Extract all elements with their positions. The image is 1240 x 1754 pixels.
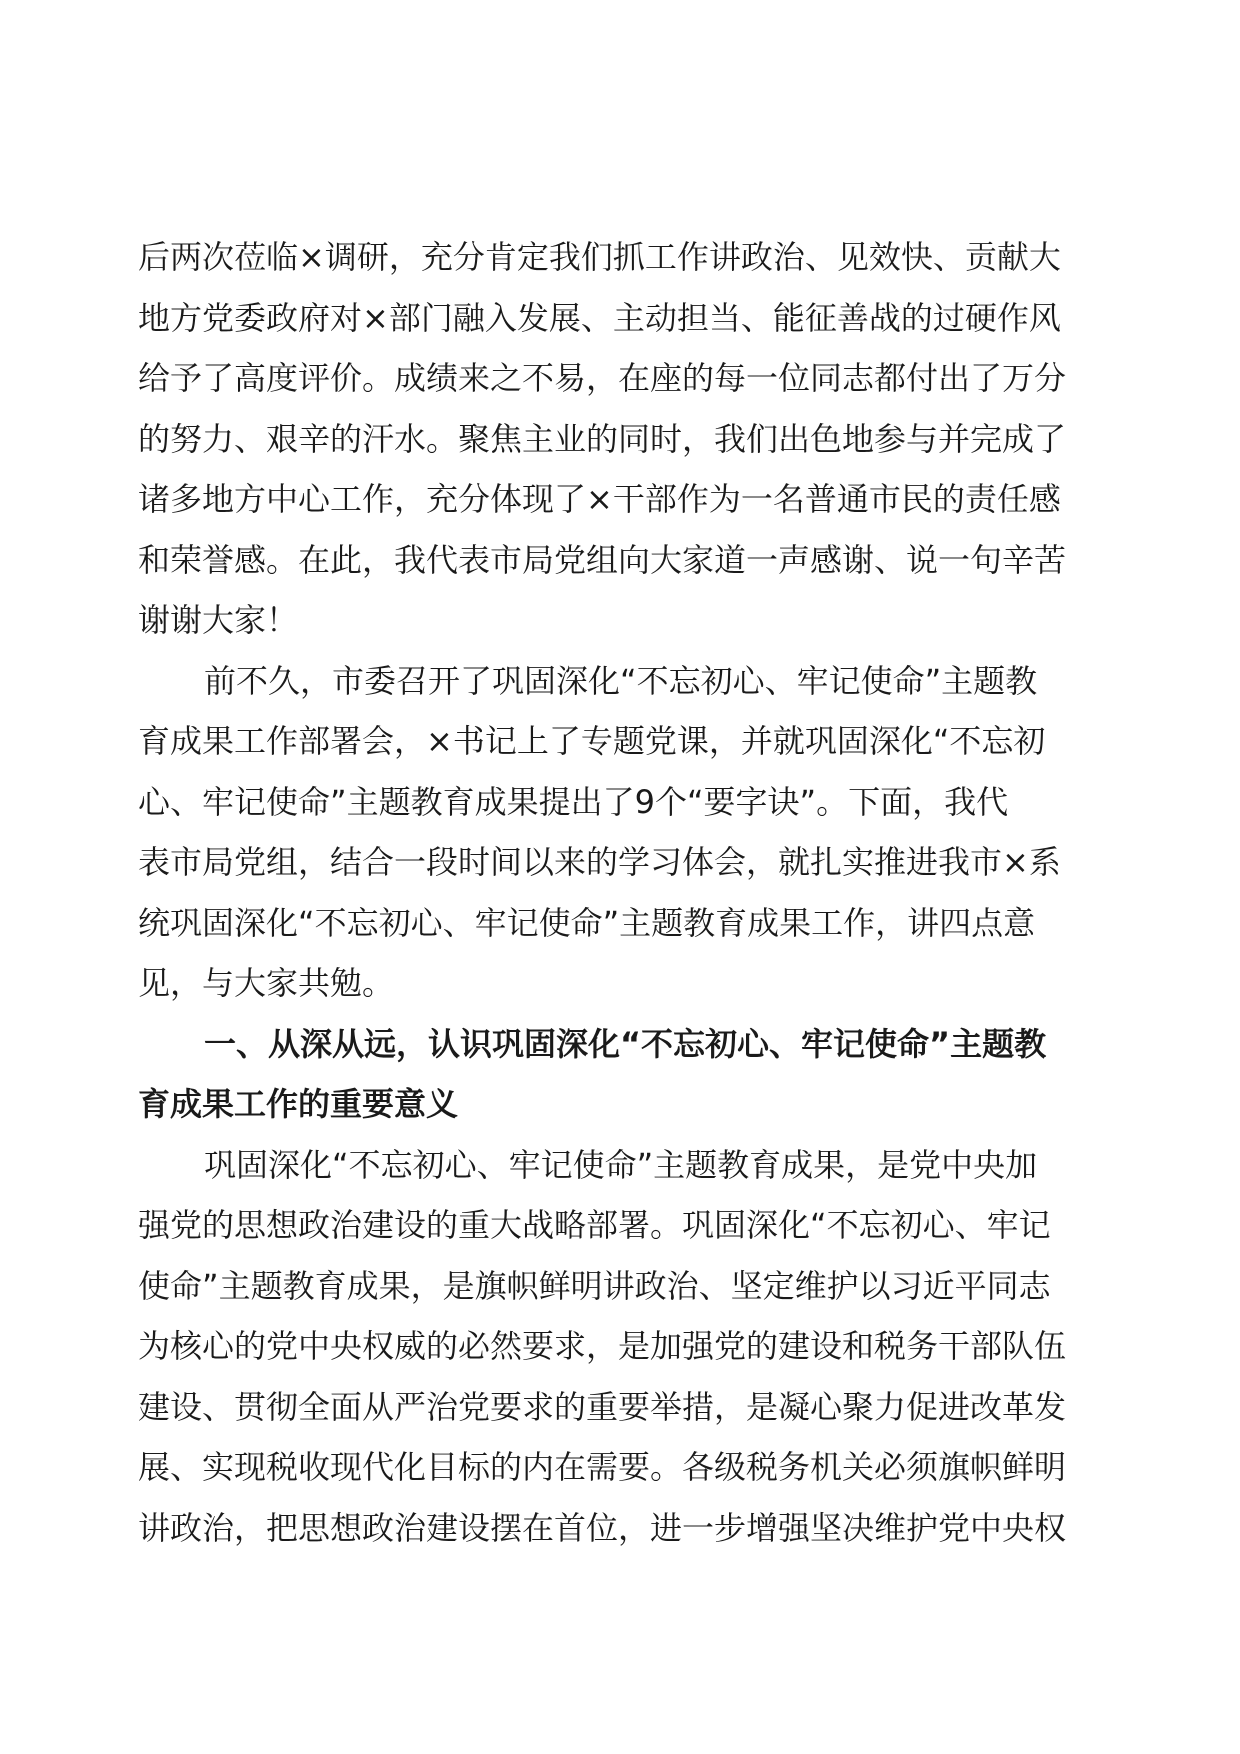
text-line: 的努力、艰辛的汗水。聚焦主业的同时，我们出色地参与并完成了 xyxy=(138,419,1067,458)
text-line: 心、牢记使命”主题教育成果提出了9个“要字诀”。下面，我代 xyxy=(138,782,1009,821)
paragraph-start-line: 前不久，市委召开了巩固深化“不忘初心、牢记使命”主题教 xyxy=(204,661,1038,700)
section-heading-line: 育成果工作的重要意义 xyxy=(138,1085,459,1123)
text-line: 育成果工作部署会，×书记上了专题党课，并就巩固深化“不忘初 xyxy=(138,722,1046,760)
text-line: 后两次莅临×调研，充分肯定我们抓工作讲政治、见效快、贡献大 xyxy=(138,238,1061,276)
text-line: 为核心的党中央权威的必然要求，是加强党的建设和税务干部队伍 xyxy=(138,1327,1067,1365)
text-line: 使命”主题教育成果，是旗帜鲜明讲政治、坚定维护以习近平同志 xyxy=(138,1266,1051,1305)
body-text xyxy=(138,227,1118,1558)
text-line: 给予了高度评价。成绩来之不易，在座的每一位同志都付出了万分 xyxy=(138,359,1067,397)
text-line: 强党的思想政治建设的重大战略部署。巩固深化“不忘初心、牢记 xyxy=(138,1206,1051,1244)
text-line: 地方党委政府对×部门融入发展、主动担当、能征善战的过硬作风 xyxy=(138,298,1061,337)
text-line: 表市局党组，结合一段时间以来的学习体会，就扎实推进我市×系 xyxy=(138,843,1061,881)
text-line: 统巩固深化“不忘初心、牢记使命”主题教育成果工作，讲四点意 xyxy=(138,903,1036,942)
section-heading-line: 一、从深从远，认识巩固深化“不忘初心、牢记使命”主题教 xyxy=(204,1024,1047,1063)
paragraph-start-line: 巩固深化“不忘初心、牢记使命”主题教育成果，是党中央加 xyxy=(204,1145,1038,1184)
text-line: 讲政治，把思想政治建设摆在首位，进一步增强坚决维护党中央权 xyxy=(138,1508,1067,1547)
text-line: 诸多地方中心工作，充分体现了×干部作为一名普通市民的责任感 xyxy=(138,480,1061,518)
text-line: 见，与大家共勉。 xyxy=(138,964,395,1002)
text-line: 谢谢大家！ xyxy=(138,601,299,639)
text-line: 建设、贯彻全面从严治党要求的重要举措，是凝心聚力促进改革发 xyxy=(138,1387,1067,1426)
text-line: 和荣誉感。在此，我代表市局党组向大家道一声感谢、说一句辛苦 xyxy=(138,540,1067,579)
text-line: 展、实现税收现代化目标的内在需要。各级税务机关必须旗帜鲜明 xyxy=(138,1448,1067,1486)
